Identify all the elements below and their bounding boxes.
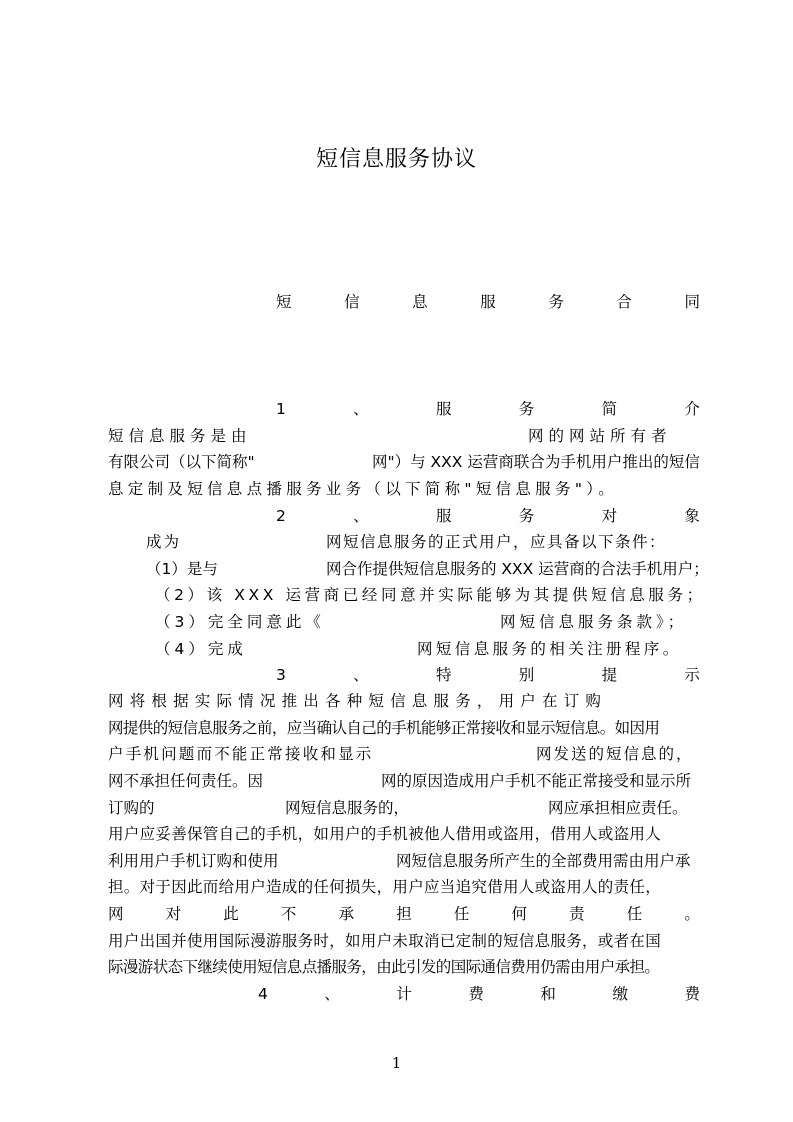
page-number: 1 xyxy=(391,1054,402,1072)
paragraph-line: 用户应妥善保管自己的手机，如用户的手机被他人借用或盗用，借用人或盗用人 xyxy=(108,825,662,843)
paragraph-line: 际漫游状态下继续使用短信息点播服务，由此引发的国际通信费用仍需由用户承担。 xyxy=(108,958,660,976)
paragraph-line: 户手机问题而不能正常接收和显示 网发送的短信息的， xyxy=(108,745,694,763)
paragraph-line: 息定制及短信息点播服务业务（以下简称"短信息服务"）。 xyxy=(108,480,619,498)
paragraph-line: 担。对于因此而给用户造成的任何损失，用户应当追究借用人或盗用人的责任， xyxy=(108,878,662,896)
section-2-heading: 2 、 服 务 对 象 xyxy=(276,507,700,525)
paragraph-line: 短信息服务是由 网的网站所有者 xyxy=(108,427,672,445)
paragraph-line: 订购的 网短信息服务的， 网应承担相应责任。 xyxy=(108,799,688,817)
section-3-heading: 3 、 特 别 提 示 xyxy=(276,666,700,684)
paragraph-line: （2）该 XXX 运营商已经同意并实际能够为其提供短信息服务； xyxy=(155,586,706,604)
paragraph-line: （3）完全同意此《 网短信息服务条款》； xyxy=(155,613,688,631)
paragraph-line: 用户出国并使用国际漫游服务时，如用户未取消已定制的短信息服务，或者在国 xyxy=(108,932,662,950)
section-4-heading: 4 、 计 费 和 缴 费 xyxy=(258,985,700,1003)
paragraph-line: 成为 网短信息服务的正式用户，应具备以下条件： xyxy=(146,533,667,551)
contract-heading: 短 信 息 服 务 合 同 xyxy=(276,293,700,311)
paragraph-line: 网不承担任何责任。因 网的原因造成用户手机不能正常接受和显示所 xyxy=(108,772,692,790)
paragraph-line: 网提供的短信息服务之前，应当确认自己的手机能够正常接收和显示短信息。如因用 xyxy=(108,719,660,737)
paragraph-line: （1）是与 网合作提供短信息服务的 XXX 运营商的合法手机用户； xyxy=(146,560,709,578)
paragraph-line: 有限公司（以下简称" 网"）与 XXX 运营商联合为手机用户推出的短信 xyxy=(108,453,700,471)
paragraph-line: 网 对 此 不 承 担 任 何 责 任 。 xyxy=(108,905,700,923)
paragraph-line: （4）完成 网短信息服务的相关注册程序。 xyxy=(155,640,682,658)
paragraph-line: 网将根据实际情况推出各种短信息服务，用户在订购 xyxy=(108,692,608,710)
paragraph-line: 利用用户手机订购和使用 网短信息服务所产生的全部费用需由用户承 xyxy=(108,852,691,870)
document-title: 短信息服务协议 xyxy=(315,147,477,172)
section-1-heading: 1 、 服 务 简 介 xyxy=(276,400,700,418)
